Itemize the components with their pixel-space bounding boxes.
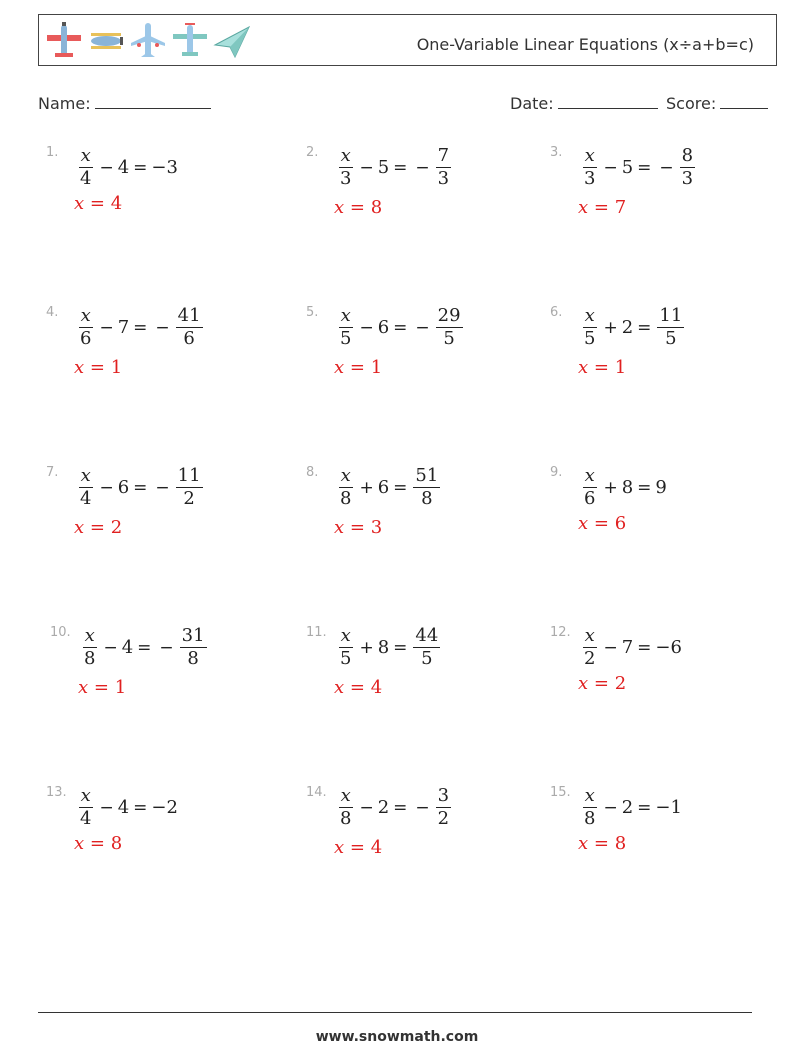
answer-variable: x (74, 193, 85, 214)
answer-value: = 1 (349, 357, 383, 378)
airliner-icon (129, 21, 167, 61)
lhs-denominator: 8 (340, 808, 352, 829)
rhs-fraction (436, 305, 463, 350)
rhs-sign: − (159, 637, 174, 658)
equals-sign: = (637, 157, 652, 178)
rhs-numerator: 44 (415, 625, 439, 646)
lhs-fraction (582, 145, 597, 190)
answer-variable: x (578, 197, 589, 218)
lhs-fraction (582, 625, 597, 670)
problem-item (550, 305, 790, 415)
lhs-numerator: x (340, 145, 351, 166)
equation (80, 625, 209, 670)
answer-value: = 4 (89, 193, 123, 214)
equation (336, 465, 442, 510)
answer-variable: x (334, 677, 345, 698)
answer-value: = 8 (593, 833, 627, 854)
rhs-sign: − (415, 317, 430, 338)
lhs-fraction (338, 305, 353, 350)
answer-variable: x (334, 357, 345, 378)
lhs-denominator: 8 (584, 808, 596, 829)
problem-number: 15. (550, 785, 571, 800)
problem-item (306, 785, 546, 895)
lhs-denominator: 4 (80, 168, 92, 189)
answer-value: = 1 (89, 357, 123, 378)
equation (336, 785, 453, 830)
answer (578, 513, 626, 534)
lhs-denominator: 4 (80, 808, 92, 829)
answer (334, 197, 382, 218)
equation (76, 305, 205, 350)
score-blank[interactable] (720, 94, 768, 109)
airplane-red-icon (45, 21, 83, 61)
operator: − (99, 477, 114, 498)
answer-variable: x (578, 513, 589, 534)
constant: 2 (621, 797, 634, 818)
paper-plane-icon (213, 21, 251, 61)
problem-number: 14. (306, 785, 327, 800)
problem-number: 5. (306, 305, 319, 320)
answer (578, 673, 626, 694)
operator: + (359, 477, 374, 498)
lhs-fraction (582, 465, 597, 510)
lhs-numerator: x (340, 305, 351, 326)
score-field (666, 94, 768, 113)
operator: − (603, 637, 618, 658)
lhs-fraction (82, 625, 97, 670)
lhs-numerator: x (340, 625, 351, 646)
constant: 5 (377, 157, 390, 178)
answer (74, 517, 122, 538)
lhs-numerator: x (584, 625, 595, 646)
answer-value: = 6 (593, 513, 627, 534)
lhs-numerator: x (80, 145, 91, 166)
answer-value: = 2 (593, 673, 627, 694)
operator: + (603, 477, 618, 498)
operator: − (603, 797, 618, 818)
answer-variable: x (74, 833, 85, 854)
rhs-numerator: 51 (415, 465, 439, 486)
problem-number: 4. (46, 305, 59, 320)
lhs-fraction (78, 465, 93, 510)
lhs-denominator: 8 (84, 648, 96, 669)
rhs-denominator: 8 (187, 648, 199, 669)
rhs-value: −3 (151, 157, 178, 178)
name-field (38, 94, 211, 113)
operator: + (603, 317, 618, 338)
rhs-numerator: 7 (437, 145, 450, 166)
constant: 4 (117, 157, 130, 178)
problem-item (550, 145, 790, 255)
problem-number: 2. (306, 145, 319, 160)
answer-value: = 7 (593, 197, 627, 218)
answer (334, 677, 382, 698)
rhs-numerator: 3 (437, 785, 450, 806)
problem-item (306, 145, 546, 255)
rhs-denominator: 5 (665, 328, 677, 349)
equation (336, 145, 453, 190)
lhs-denominator: 6 (584, 488, 596, 509)
problem-item (306, 305, 546, 415)
lhs-numerator: x (584, 465, 595, 486)
equals-sign: = (393, 637, 408, 658)
problem-number: 8. (306, 465, 319, 480)
rhs-fraction (657, 305, 684, 350)
date-label: Date: (510, 94, 554, 113)
operator: − (359, 317, 374, 338)
equation (336, 305, 465, 350)
lhs-fraction (338, 625, 353, 670)
header-icons (45, 21, 251, 61)
answer (578, 833, 626, 854)
equation (336, 625, 442, 670)
lhs-numerator: x (80, 785, 91, 806)
date-blank[interactable] (558, 94, 658, 109)
equals-sign: = (133, 317, 148, 338)
constant: 2 (621, 317, 634, 338)
rhs-denominator: 5 (443, 328, 455, 349)
rhs-sign: − (415, 157, 430, 178)
rhs-sign: − (415, 797, 430, 818)
rhs-numerator: 31 (181, 625, 205, 646)
constant: 4 (117, 797, 130, 818)
rhs-denominator: 2 (183, 488, 195, 509)
equals-sign: = (637, 797, 652, 818)
lhs-numerator: x (80, 465, 91, 486)
problem-item (50, 625, 290, 735)
biplane-icon (87, 21, 125, 61)
lhs-numerator: x (340, 465, 351, 486)
lhs-numerator: x (584, 305, 595, 326)
lhs-numerator: x (584, 145, 595, 166)
answer (334, 357, 382, 378)
operator: − (103, 637, 118, 658)
operator: − (603, 157, 618, 178)
answer-value: = 8 (349, 197, 383, 218)
lhs-fraction (338, 145, 353, 190)
answer-variable: x (334, 517, 345, 538)
worksheet-title: One-Variable Linear Equations (x÷a+b=c) (416, 35, 754, 54)
problem-item (550, 785, 790, 895)
lhs-denominator: 8 (340, 488, 352, 509)
answer-variable: x (74, 357, 85, 378)
constant: 8 (377, 637, 390, 658)
rhs-fraction (180, 625, 207, 670)
problem-number: 13. (46, 785, 67, 800)
operator: − (99, 317, 114, 338)
lhs-denominator: 5 (340, 648, 352, 669)
equals-sign: = (137, 637, 152, 658)
rhs-sign: − (155, 317, 170, 338)
rhs-value: −6 (655, 637, 682, 658)
lhs-fraction (78, 785, 93, 830)
lhs-denominator: 4 (80, 488, 92, 509)
equation (580, 785, 682, 830)
propeller-plane-icon (171, 21, 209, 61)
equals-sign: = (393, 317, 408, 338)
problem-number: 3. (550, 145, 563, 160)
answer-value: = 2 (89, 517, 123, 538)
rhs-value: −2 (151, 797, 178, 818)
answer-variable: x (74, 517, 85, 538)
problem-item (46, 785, 286, 895)
rhs-numerator: 8 (681, 145, 694, 166)
rhs-fraction (436, 145, 451, 190)
equation (580, 145, 697, 190)
equals-sign: = (133, 797, 148, 818)
equals-sign: = (393, 157, 408, 178)
constant: 5 (621, 157, 634, 178)
answer-value: = 4 (349, 677, 383, 698)
lhs-denominator: 3 (340, 168, 352, 189)
problem-item (550, 625, 790, 735)
date-field (510, 94, 658, 113)
rhs-value: −1 (655, 797, 682, 818)
lhs-numerator: x (80, 305, 91, 326)
answer (74, 193, 122, 214)
answer-value: = 4 (349, 837, 383, 858)
answer (334, 837, 382, 858)
problem-item (306, 465, 546, 575)
answer-value: = 1 (593, 357, 627, 378)
equation (76, 785, 178, 830)
constant: 7 (621, 637, 634, 658)
answer-variable: x (78, 677, 89, 698)
problem-item (306, 625, 546, 735)
constant: 7 (117, 317, 130, 338)
answer (578, 357, 626, 378)
equation (580, 305, 686, 350)
problem-item (550, 465, 790, 575)
footer-url: www.snowmath.com (315, 1029, 479, 1045)
problem-number: 12. (550, 625, 571, 640)
problem-number: 1. (46, 145, 59, 160)
answer-value: = 8 (89, 833, 123, 854)
lhs-fraction (78, 145, 93, 190)
equation (580, 625, 682, 670)
equals-sign: = (133, 157, 148, 178)
problem-number: 11. (306, 625, 327, 640)
lhs-denominator: 2 (584, 648, 596, 669)
rhs-denominator: 3 (437, 168, 450, 189)
rhs-value: 9 (655, 477, 667, 498)
rhs-denominator: 2 (437, 808, 450, 829)
rhs-fraction (176, 305, 203, 350)
rhs-fraction (176, 465, 203, 510)
operator: − (99, 157, 114, 178)
lhs-denominator: 5 (584, 328, 596, 349)
name-blank[interactable] (95, 94, 211, 109)
answer (74, 833, 122, 854)
constant: 2 (377, 797, 390, 818)
lhs-fraction (78, 305, 93, 350)
problem-number: 6. (550, 305, 563, 320)
lhs-numerator: x (84, 625, 95, 646)
rhs-numerator: 41 (177, 305, 201, 326)
equals-sign: = (637, 477, 652, 498)
answer-variable: x (578, 357, 589, 378)
answer (578, 197, 626, 218)
rhs-numerator: 11 (659, 305, 683, 326)
footer-divider (38, 1012, 752, 1013)
rhs-fraction (436, 785, 451, 830)
rhs-denominator: 6 (183, 328, 195, 349)
constant: 6 (377, 317, 390, 338)
lhs-numerator: x (584, 785, 595, 806)
lhs-numerator: x (340, 785, 351, 806)
problem-number: 7. (46, 465, 59, 480)
operator: − (359, 797, 374, 818)
operator: + (359, 637, 374, 658)
answer-value: = 3 (349, 517, 383, 538)
lhs-fraction (338, 465, 353, 510)
answer-variable: x (578, 833, 589, 854)
rhs-denominator: 3 (681, 168, 694, 189)
lhs-fraction (582, 305, 597, 350)
problem-item (46, 145, 286, 255)
rhs-numerator: 29 (437, 305, 461, 326)
equation (76, 145, 178, 190)
constant: 8 (621, 477, 634, 498)
score-label: Score: (666, 94, 717, 113)
rhs-fraction (413, 465, 440, 510)
answer (78, 677, 126, 698)
lhs-denominator: 5 (340, 328, 352, 349)
lhs-denominator: 6 (80, 328, 92, 349)
answer-variable: x (334, 837, 345, 858)
constant: 4 (121, 637, 134, 658)
problem-number: 10. (50, 625, 71, 640)
rhs-numerator: 11 (177, 465, 201, 486)
rhs-sign: − (155, 477, 170, 498)
constant: 6 (377, 477, 390, 498)
rhs-sign: − (659, 157, 674, 178)
rhs-denominator: 5 (421, 648, 433, 669)
rhs-fraction (413, 625, 440, 670)
problem-number: 9. (550, 465, 563, 480)
answer-value: = 1 (93, 677, 127, 698)
operator: − (359, 157, 374, 178)
answer-variable: x (578, 673, 589, 694)
lhs-denominator: 3 (584, 168, 596, 189)
worksheet-header (38, 14, 777, 66)
equals-sign: = (637, 637, 652, 658)
constant: 6 (117, 477, 130, 498)
equals-sign: = (393, 797, 408, 818)
answer-variable: x (334, 197, 345, 218)
rhs-fraction (680, 145, 695, 190)
problem-item (46, 465, 286, 575)
answer (334, 517, 382, 538)
equals-sign: = (133, 477, 148, 498)
equals-sign: = (637, 317, 652, 338)
equation (580, 465, 667, 510)
rhs-denominator: 8 (421, 488, 433, 509)
answer (74, 357, 122, 378)
equation (76, 465, 205, 510)
operator: − (99, 797, 114, 818)
lhs-fraction (582, 785, 597, 830)
name-label: Name: (38, 94, 91, 113)
equals-sign: = (393, 477, 408, 498)
lhs-fraction (338, 785, 353, 830)
problem-item (46, 305, 286, 415)
